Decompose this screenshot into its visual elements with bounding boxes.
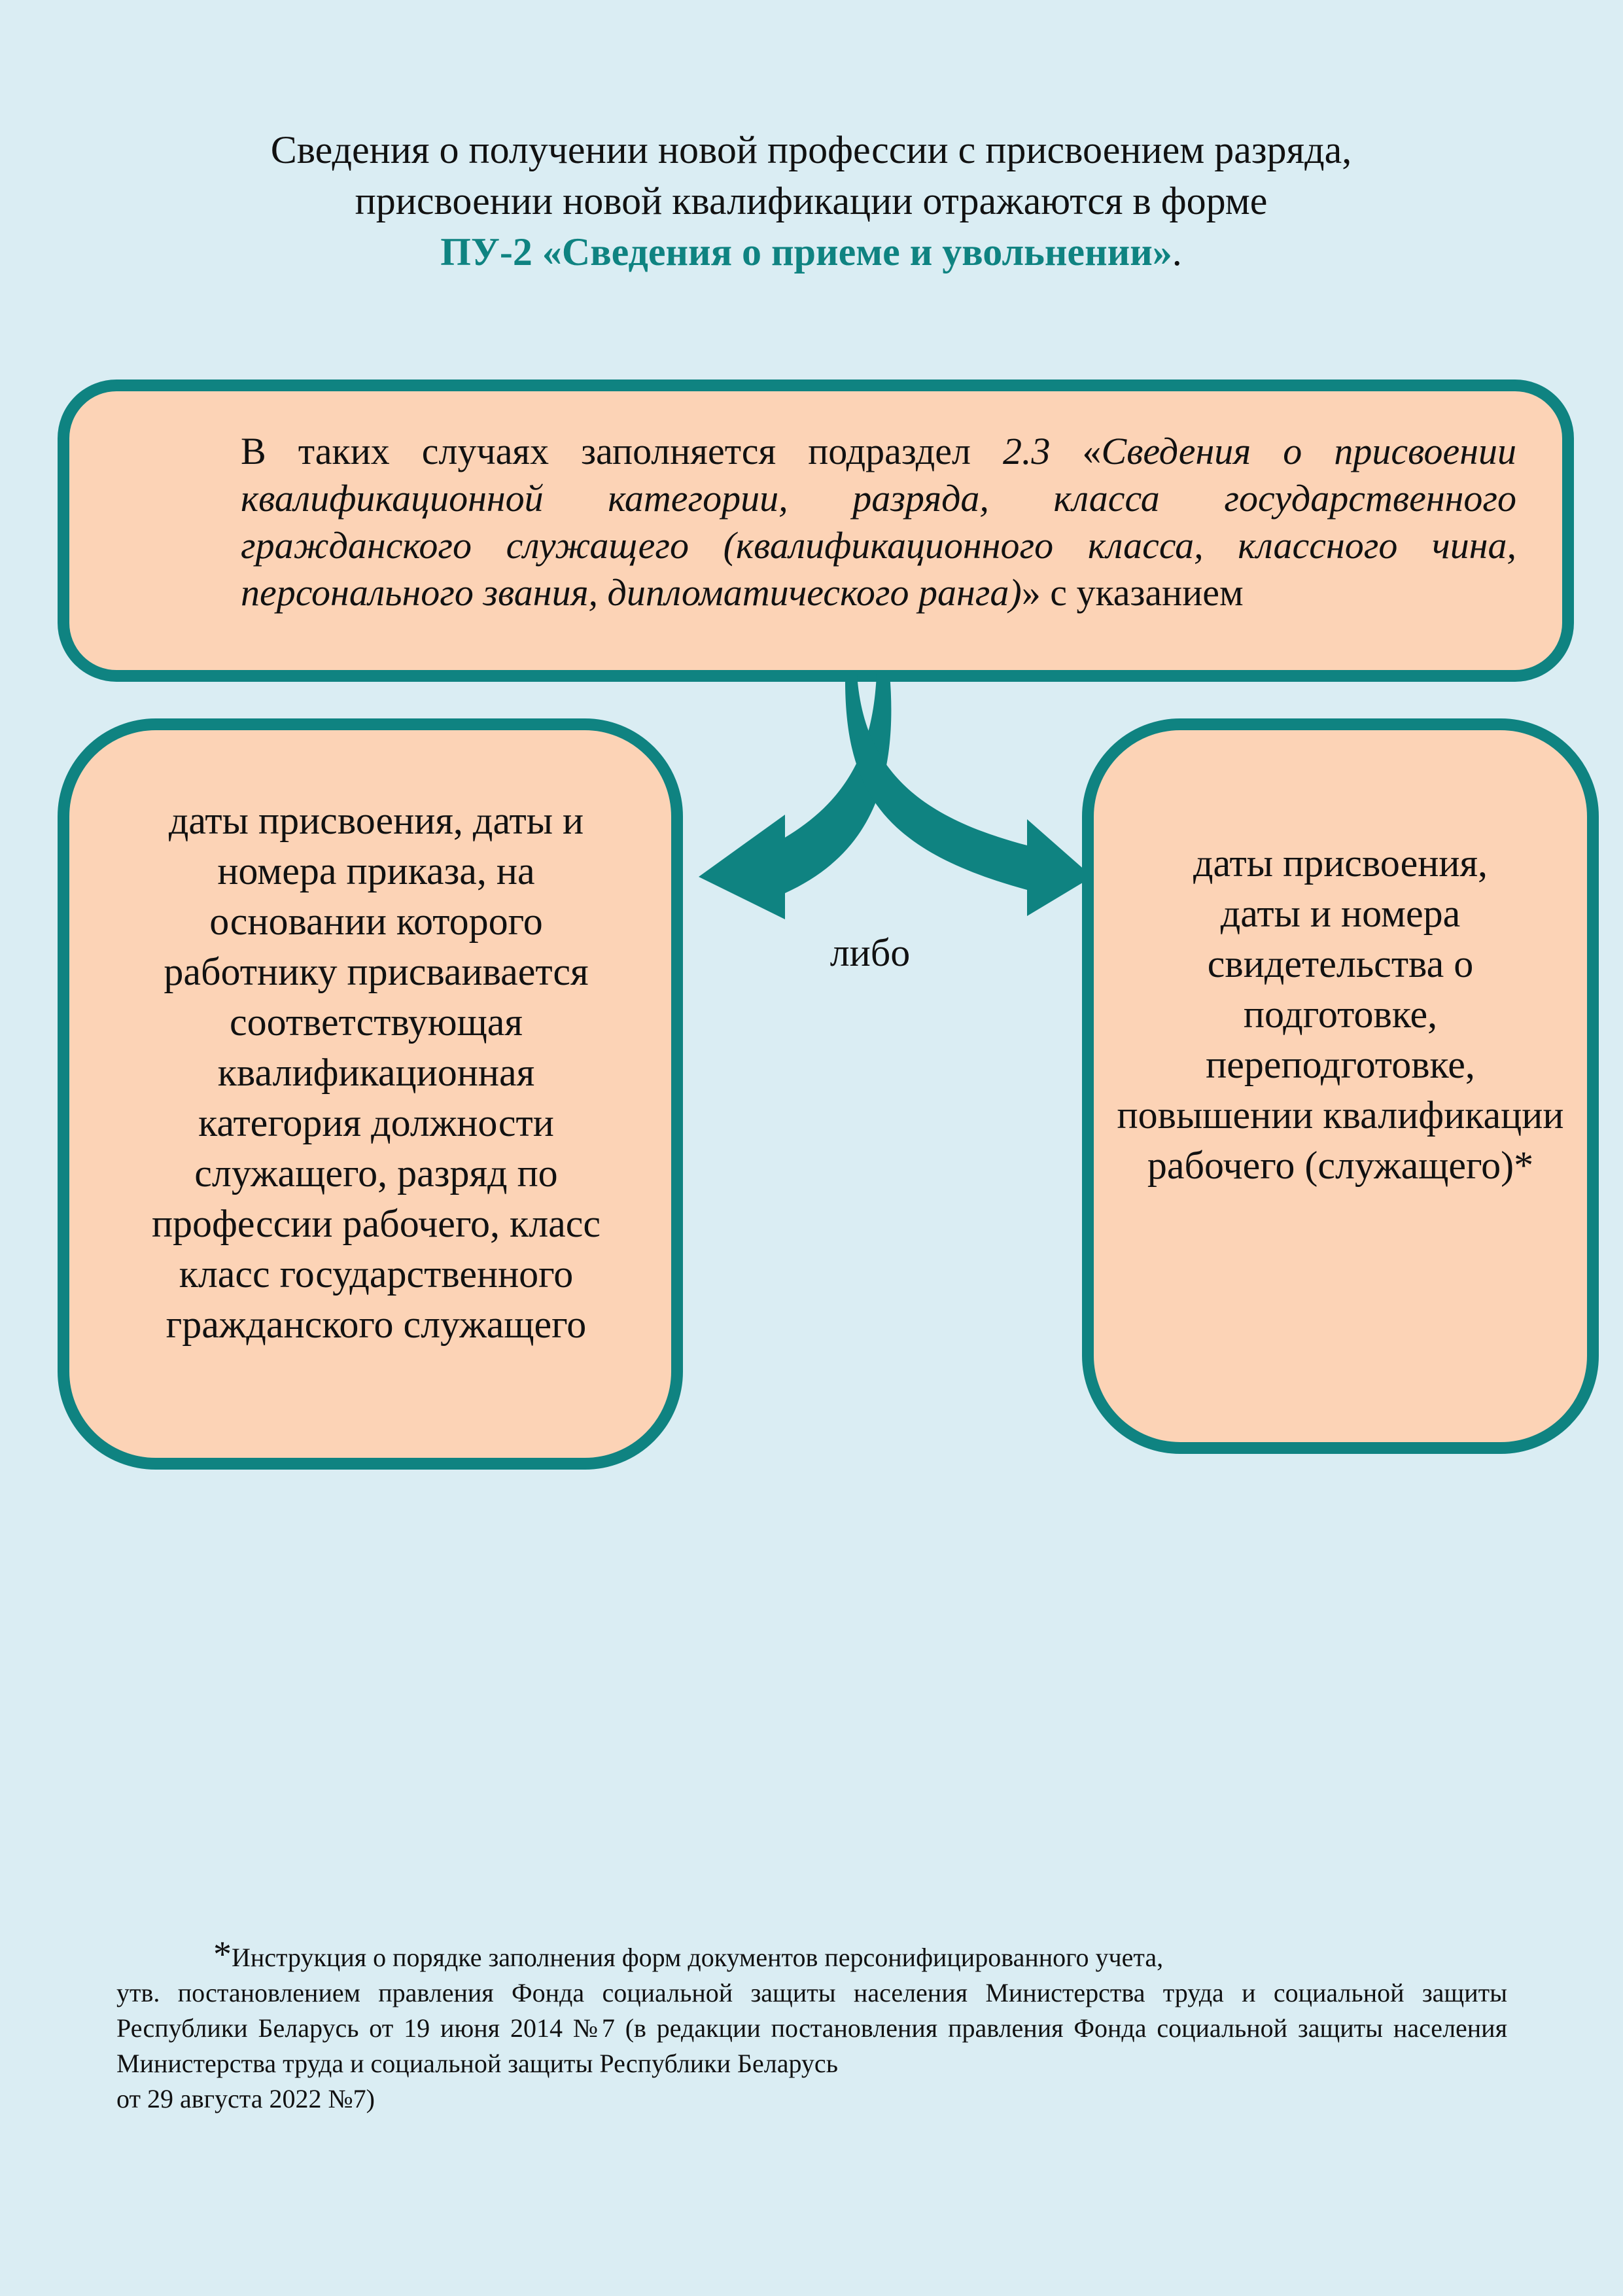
left-option-box bbox=[58, 718, 683, 1470]
left-option-line: основании которого bbox=[209, 900, 543, 943]
left-option-line: работнику присваивается bbox=[164, 950, 589, 993]
left-option-line: категория должности bbox=[198, 1101, 554, 1144]
branch-arrows bbox=[674, 674, 1092, 936]
left-option-line: соответствующая bbox=[229, 1000, 523, 1044]
footnote-title: Инструкция о порядке заполнения форм документов персонифицированного учета, bbox=[232, 1943, 1164, 1972]
subsection-open-quote: « bbox=[1050, 430, 1102, 472]
right-option-line: повышении квалификации bbox=[1117, 1093, 1564, 1137]
left-option-line: служащего, разряд по bbox=[194, 1152, 558, 1195]
subsection-intro: В таких случаях заполняется подраздел bbox=[241, 430, 1003, 472]
heading-line-1: Сведения о получении новой профессии с присвоением разряда, bbox=[270, 128, 1352, 171]
left-option-line: класс государственного bbox=[179, 1252, 574, 1296]
left-option-line: номера приказа, на bbox=[217, 849, 535, 892]
heading-line-2: присвоении новой квалификации отражаются в форме bbox=[355, 179, 1268, 222]
subsection-title: Сведения о присвоении квалификационной категории, разряда, класса государственного гражданского служащего (квалификационного класса, классного чина, персонального звания, дипломатического ранга) bbox=[241, 430, 1517, 614]
right-option-line: даты и номера bbox=[1220, 892, 1461, 935]
footnote bbox=[116, 1934, 1507, 2117]
right-option-text bbox=[1094, 838, 1587, 1191]
footnote-asterisk: * bbox=[213, 1934, 232, 1975]
left-option-line: квалификационная bbox=[217, 1051, 535, 1094]
heading-period: . bbox=[1172, 230, 1182, 274]
subsection-number: 2.3 bbox=[1002, 430, 1051, 472]
footnote-body: утв. постановлением правления Фонда социальной защиты населения Министерства труда и социальной защиты Республики Беларусь от 19 июня 2014 №7 (в редакции постановления правления Фонда социальной защиты населения Министерства труда и социальной защиты Республики Беларусь bbox=[116, 1978, 1507, 2078]
left-option-text bbox=[76, 796, 676, 1350]
left-option-line: профессии рабочего, класс bbox=[151, 1202, 601, 1245]
right-option-line: даты присвоения, bbox=[1193, 841, 1488, 885]
subsection-text bbox=[241, 428, 1516, 616]
right-option-line: рабочего (служащего)* bbox=[1147, 1144, 1534, 1187]
page-heading bbox=[196, 124, 1426, 277]
right-option-line: переподготовке, bbox=[1206, 1043, 1475, 1086]
right-option-box bbox=[1082, 718, 1599, 1454]
form-name: ПУ-2 «Сведения о приеме и увольнении» bbox=[440, 230, 1172, 274]
either-label: либо bbox=[829, 931, 911, 974]
subsection-close-text: » с указанием bbox=[1021, 571, 1244, 614]
footnote-first-line bbox=[116, 1934, 1507, 1975]
heading-line-3 bbox=[196, 226, 1426, 277]
right-option-line: подготовке, bbox=[1243, 993, 1438, 1036]
footnote-last-line: от 29 августа 2022 №7) bbox=[116, 2084, 375, 2113]
subsection-box bbox=[58, 380, 1574, 682]
right-option-line: свидетельства о bbox=[1207, 942, 1474, 985]
left-option-line: даты присвоения, даты и bbox=[168, 799, 584, 842]
left-option-line: гражданского служащего bbox=[166, 1303, 587, 1346]
